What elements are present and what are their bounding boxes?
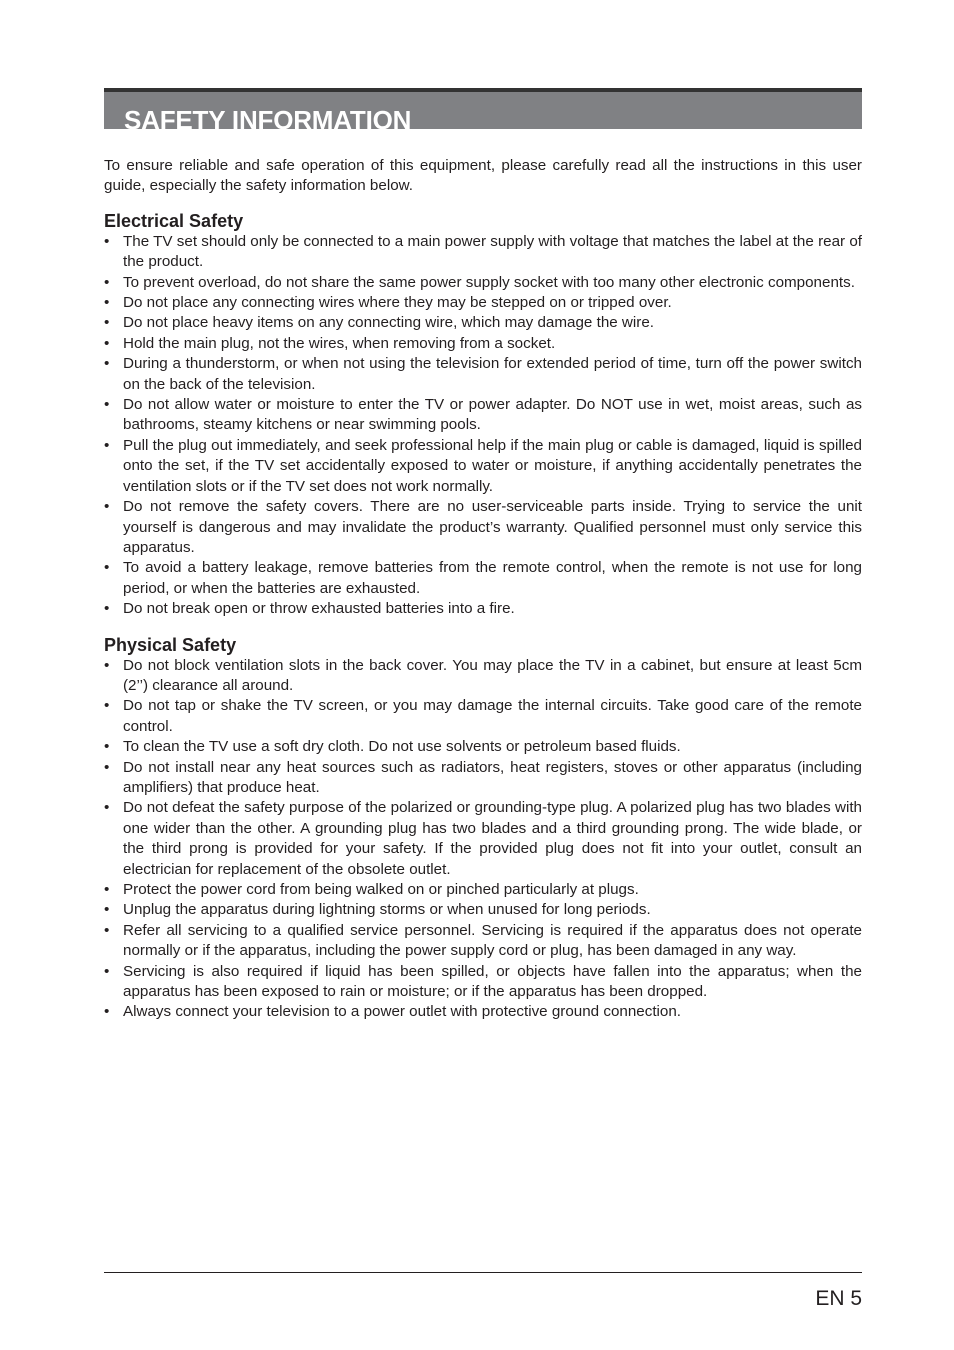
electrical-safety-list	[104, 232, 862, 620]
list-item: • To avoid a battery leakage, remove batteries from the remote control, when the remote is not use for long period, or when the batteries are exhausted.	[104, 558, 862, 599]
section-title-banner	[104, 88, 862, 135]
page-number: EN 5	[815, 1287, 862, 1310]
list-item: • Servicing is also required if liquid has been spilled, or objects have fallen into the apparatus; when the apparatus has been exposed to rain or moisture; or if the apparatus has been dropped.	[104, 962, 862, 1003]
list-item: • Protect the power cord from being walked on or pinched particularly at plugs.	[104, 880, 862, 900]
list-item: • Hold the main plug, not the wires, when removing from a socket.	[104, 334, 862, 354]
list-item: • Do not allow water or moisture to enter the TV or power adapter. Do NOT use in wet, moist areas, such as bathrooms, steamy kitchens or near swimming pools.	[104, 395, 862, 436]
list-item: • Do not block ventilation slots in the back cover. You may place the TV in a cabinet, but ensure at least 5cm (2’’) clearance all around.	[104, 656, 862, 697]
list-item: • Do not defeat the safety purpose of the polarized or grounding-type plug. A polarized plug has two blades with one wider than the other. A grounding plug has two blades and a third grounding prong. The wide blade, or the third prong is provided for your safety. If the provided plug does not fit into your outlet, consult an electrician for replacement of the obsolete outlet.	[104, 798, 862, 880]
list-item: • To prevent overload, do not share the same power supply socket with too many other electronic components.	[104, 273, 862, 293]
section-title: SAFETY INFORMATION	[124, 105, 412, 135]
list-item: • To clean the TV use a soft dry cloth. Do not use solvents or petroleum based fluids.	[104, 737, 862, 757]
physical-safety-list	[104, 656, 862, 1023]
list-item: • Do not break open or throw exhausted batteries into a fire.	[104, 599, 862, 619]
list-item: • Refer all servicing to a qualified service personnel. Servicing is required if the apparatus does not operate normally or if the apparatus, including the power supply cord or plug, has been damaged in any way.	[104, 921, 862, 962]
list-item: • Do not tap or shake the TV screen, or you may damage the internal circuits. Take good care of the remote control.	[104, 696, 862, 737]
list-item: • Always connect your television to a power outlet with protective ground connection.	[104, 1002, 862, 1022]
electrical-safety-heading: Electrical Safety	[104, 210, 244, 231]
list-item: • Pull the plug out immediately, and seek professional help if the main plug or cable is damaged, liquid is spilled onto the set, if the TV set accidentally exposed to water or moisture, if anything accidentally penetrates the ventilation slots or if the TV set does not work normally.	[104, 436, 862, 497]
list-item: • Unplug the apparatus during lightning storms or when unused for long periods.	[104, 900, 862, 920]
list-item: • Do not place heavy items on any connecting wire, which may damage the wire.	[104, 313, 862, 333]
physical-safety-heading: Physical Safety	[104, 634, 237, 655]
list-item: • Do not install near any heat sources such as radiators, heat registers, stoves or other apparatus (including amplifiers) that produce heat.	[104, 758, 862, 799]
page-content	[104, 156, 862, 1023]
footer-divider	[104, 1272, 862, 1273]
list-item: • During a thunderstorm, or when not using the television for extended period of time, turn off the power switch on the back of the television.	[104, 354, 862, 395]
list-item: • The TV set should only be connected to a main power supply with voltage that matches the label at the rear of the product.	[104, 232, 862, 273]
list-item: • Do not remove the safety covers. There are no user-serviceable parts inside. Trying to service the unit yourself is dangerous and may invalidate the product’s warranty. Qualified personnel must only service this apparatus.	[104, 497, 862, 558]
list-item: • Do not place any connecting wires where they may be stepped on or tripped over.	[104, 293, 862, 313]
intro-paragraph: To ensure reliable and safe operation of this equipment, please carefully read all the instructions in this user guide, especially the safety information below.	[104, 157, 862, 195]
